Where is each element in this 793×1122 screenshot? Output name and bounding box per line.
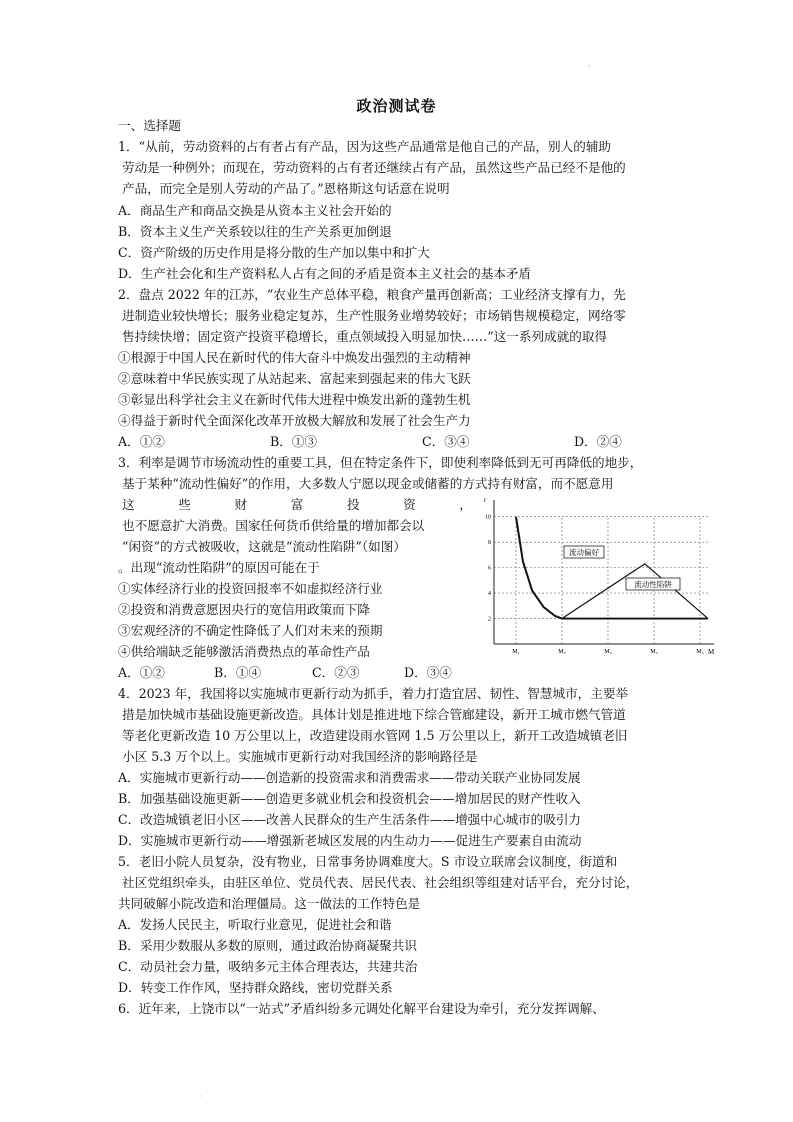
q3-item-1: ①实体经济行业的投资回报率不如虚拟经济行业	[118, 581, 383, 596]
q3-item-2: ②投资和消费意愿因央行的宽信用政策而下降	[118, 602, 370, 617]
q5-stem-line: 社区党组织牵头，由驻区单位、党员代表、居民代表、社会组织等组建对话平台，充分讨论，	[122, 875, 639, 890]
q4-stem-line: 等老化更新改造 10 万公里以上，改造建设雨水管网 1.5 万公里以上，新开工改造城镇老旧	[122, 728, 628, 743]
q3-stem-line: 也不愿意扩大消费。国家任何货币供给量的增加都会以	[122, 518, 425, 533]
q4-option-c: C．改造城镇老旧小区——改善人民群众的生产生活条件——增强中心城市的吸引力	[118, 812, 582, 827]
page-title: 政治测试卷	[356, 97, 437, 115]
q3-item-4: ④供给端缺乏能够激活消费热点的革命性产品	[118, 644, 370, 659]
q3-spread-char: 些	[178, 497, 191, 512]
q2-choices	[118, 434, 622, 450]
q3-spread-char: 财	[234, 497, 248, 512]
q3-choice-b: B．①④	[214, 665, 262, 680]
q1-stem-line: 产品，而完全是别人劳动的产品了。”恩格斯这句话意在说明	[122, 181, 450, 196]
q4-option-d: D．实施城市更新行动——增强新老城区发展的内生动力——促进生产要素自由流动	[118, 833, 582, 848]
q2-stem-line: 售持续快增；固定资产投资平稳增长，重点领域投入明显加快……”这一系列成就的取得	[122, 329, 608, 344]
q3-stem-line: 基于某种“流动性偏好”的作用，大多数人宁愿以现金或储蓄的方式持有财富，而不愿意用	[122, 476, 614, 491]
q1-option-c: C．资产阶级的历史作用是将分散的生产加以集中和扩大	[118, 245, 430, 260]
q3-choice-c: C．②③	[312, 665, 360, 680]
q1-stem-line: 1．“从前，劳动资料的占有者占有产品，因为这些产品通常是他自己的产品，别人的辅助	[118, 139, 612, 154]
q3-spread-char: 富	[290, 497, 304, 512]
q5-option-c: C．动员社会力量，吸纳多元主体合理表达，共建共治	[118, 959, 418, 974]
q3-stem-line: “闲资”的方式被吸收，这就是“流动性陷阱”（如图）	[122, 539, 406, 554]
q3-spread-line	[122, 497, 472, 513]
q5-stem-line: 5．老旧小院人员复杂，没有物业，日常事务协调难度大。S 市设立联席会议制度，街道和	[118, 854, 618, 869]
q1-option-a: A．商品生产和商品交换是从资本主义社会开始的	[118, 203, 392, 218]
q3-spread-char: 资	[403, 497, 416, 512]
q3-item-3: ③宏观经济的不确定性降低了人们对未来的预期	[118, 623, 383, 638]
annotation-liquidity-preference: 流动偏好	[569, 548, 599, 557]
q2-item-1: ①根源于中国人民在新时代的伟大奋斗中焕发出强烈的主动精神	[118, 350, 471, 365]
x-tick-label: M₄	[650, 649, 658, 655]
q3-spread-char: ，	[459, 497, 472, 512]
q4-option-b: B．加强基础设施更新——创造更多就业机会和投资机会——增加居民的财产性收入	[118, 791, 581, 806]
q1-option-b: B．资本主义生产关系较以往的生产关系更加倒退	[118, 224, 392, 239]
q3-choices	[118, 665, 452, 681]
y-tick-label: 4	[488, 591, 491, 598]
top-dot: ·	[588, 62, 591, 71]
q3-stem-line: 3．利率是调节市场流动性的重要工具，但在特定条件下，即使利率降低到无可再降低的地步，	[118, 455, 643, 470]
x-tick-label: M₁	[512, 649, 520, 655]
q2-choice-d: D．②④	[574, 434, 622, 449]
q3-choice-a: A．①②	[118, 665, 165, 680]
q3-choice-d: D．③④	[404, 665, 452, 680]
liquidity-trap-chart	[478, 496, 723, 658]
q2-choice-c: C．③④	[422, 434, 470, 449]
q2-choice-b: B．①③	[270, 434, 318, 449]
q5-option-b: B．采用少数服从多数的原则，通过政治协商凝聚共识	[118, 938, 417, 953]
q2-item-3: ③彰显出科学社会主义在新时代伟大进程中焕发出新的蓬勃生机	[118, 392, 471, 407]
x-tick-label: M₃	[604, 649, 612, 655]
q4-stem-line: 小区 5.3 万个以上。实施城市更新行动对我国经济的影响路径是	[122, 749, 478, 764]
x-axis-label: M	[708, 648, 715, 656]
q6-stem-line: 6．近年来，上饶市以“一站式”矛盾纠纷多元调处化解平台建设为牵引，充分发挥调解、	[118, 1001, 605, 1016]
q2-item-2: ②意味着中华民族实现了从站起来、富起来到强起来的伟大飞跃	[118, 371, 471, 386]
q2-item-4: ④得益于新时代全面深化改革开放极大解放和发展了社会生产力	[118, 413, 471, 428]
q3-spread-char: 这	[122, 497, 135, 512]
q2-stem-line: 2．盘点 2022 年的江苏，“农业生产总体平稳，粮食产量再创新高；工业经济支撑有力，先	[118, 287, 626, 302]
q2-stem-line: 进制造业较快增长；服务业稳定复苏，生产性服务业增势较好；市场销售规模稳定，网络零	[122, 308, 626, 323]
y-tick-label: 2	[488, 616, 491, 623]
q3-spread-char: 投	[346, 497, 360, 512]
y-tick-label: 6	[488, 565, 491, 572]
section-heading: 一、选择题	[118, 118, 181, 133]
q1-stem-line: 劳动是一种例外；而现在，劳动资料的占有者还继续占有产品，虽然这些产品已经不是他的	[122, 160, 626, 175]
q4-stem-line: 措是加快城市基础设施更新改造。具体计划是推进地下综合管廊建设，新开工城市燃气管道	[122, 707, 626, 722]
trap-boundary-line	[562, 564, 708, 619]
q4-option-a: A．实施城市更新行动——创造新的投资需求和消费需求——带动关联产业协同发展	[118, 770, 581, 785]
y-tick-label: 10	[485, 514, 491, 521]
q5-option-d: D．转变工作作风，坚持群众路线，密切党群关系	[118, 980, 393, 995]
x-tick-label: M₂	[558, 649, 566, 655]
q1-option-d: D．生产社会化和生产资料私人占有之间的矛盾是资本主义社会的基本矛盾	[118, 266, 532, 281]
y-axis-label: r	[484, 496, 487, 504]
bottom-dot: ·	[200, 1092, 203, 1101]
annotation-liquidity-trap: 流动性陷阱	[634, 580, 672, 589]
q4-stem-line: 4．2023 年，我国将以实施城市更新行动为抓手，着力打造宜居、韧性、智慧城市，主要举	[118, 686, 629, 701]
q2-choice-a: A．①②	[118, 434, 165, 449]
y-tick-label: 8	[488, 540, 491, 547]
q5-stem-line: 共同破解小院改造和治理僵局。这一做法的工作特色是	[118, 896, 421, 911]
chart-labels	[484, 496, 715, 656]
q3-stem-line: 。出现“流动性陷阱”的原因可能在于	[118, 560, 320, 575]
q5-option-a: A．发扬人民民主，听取行业意见，促进社会和谐	[118, 917, 392, 932]
x-tick-label: M₅	[696, 649, 704, 655]
